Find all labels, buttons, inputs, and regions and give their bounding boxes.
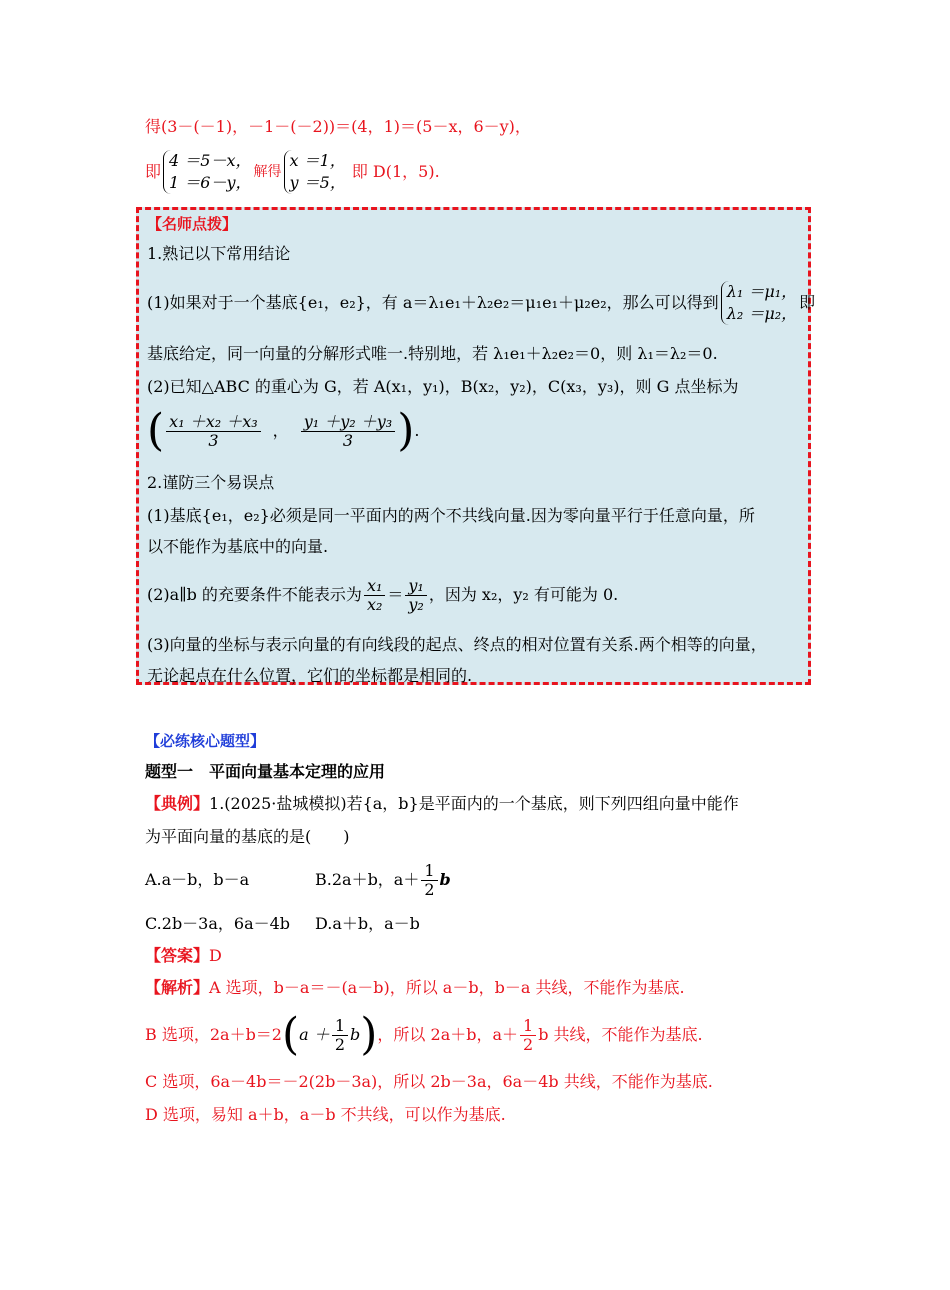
tip-point-1-1 bbox=[147, 274, 815, 332]
system-row: 1 ＝6－y， bbox=[169, 173, 252, 192]
system-row: x ＝1， bbox=[289, 151, 346, 170]
analysis-text: A 选项，b－a＝－(a－b)，所以 a－b，b－a 共线，不能作为基底. bbox=[209, 978, 685, 997]
option-c: C.2b－3a，6a－4b bbox=[145, 914, 291, 933]
fraction-numerator: y₁ bbox=[405, 577, 426, 596]
tip-text: (2)a∥b 的充要条件不能表示为 bbox=[147, 585, 362, 604]
tip-point-2: 2.谨防三个易误点 bbox=[147, 473, 275, 492]
lambda-mu-system bbox=[721, 281, 797, 325]
section-title: 题型一 平面向量基本定理的应用 bbox=[145, 762, 386, 781]
tip-text: (1)如果对于一个基底{e₁，e₂}，有 a＝λ₁e₁＋λ₂e₂＝μ₁e₁＋μ₂e₂，那么可以得到 bbox=[147, 293, 719, 312]
fraction-denominator: 3 bbox=[342, 430, 354, 450]
analysis-inner: a ＋ bbox=[299, 1025, 330, 1044]
system-row: y ＝5， bbox=[289, 173, 346, 192]
solution-line-2 bbox=[145, 148, 440, 196]
question-text: 1.(2025·盐城模拟)若{a，b}是平面内的一个基底，则下列四组向量中能作 bbox=[209, 794, 739, 813]
option-b: B.2a＋b，a＋ bbox=[315, 870, 420, 889]
fraction-denominator: 2 bbox=[334, 1034, 345, 1054]
system-row: λ₁ ＝μ₁， bbox=[726, 282, 798, 301]
analysis-line-c: C 选项，6a－4b＝－2(2b－3a)，所以 2b－3a，6a－4b 共线，不能作为基底. bbox=[145, 1072, 713, 1091]
analysis-text: ，所以 2a＋b，a＋ bbox=[377, 1025, 519, 1044]
equation-system-2 bbox=[284, 150, 346, 194]
system-row: λ₂ ＝μ₂， bbox=[726, 304, 798, 323]
analysis-text: B 选项，2a＋b＝2 bbox=[145, 1025, 282, 1044]
analysis-text: b 共线，不能作为基底. bbox=[538, 1025, 703, 1044]
answer-tag: 【答案】 bbox=[145, 946, 210, 965]
option-b-fraction bbox=[421, 862, 437, 899]
fraction-denominator: x₂ bbox=[366, 594, 383, 614]
fraction-numerator: x₁ ＋x₂ ＋x₃ bbox=[166, 413, 261, 432]
options-row-1 bbox=[145, 858, 451, 902]
answer-line bbox=[145, 945, 222, 967]
tip-point-1: 1.熟记以下常用结论 bbox=[147, 244, 291, 263]
tip-text: 即 bbox=[799, 293, 816, 312]
fraction-denominator: 3 bbox=[208, 430, 219, 450]
centroid-y-fraction bbox=[301, 413, 396, 450]
centroid-x-fraction bbox=[166, 413, 261, 450]
option-b-tail: b bbox=[439, 870, 451, 889]
analysis-inner: b bbox=[350, 1025, 361, 1044]
fraction-denominator: 2 bbox=[523, 1034, 534, 1054]
example-question-line-1 bbox=[145, 793, 739, 815]
tip-point-2-3-cont: 无论起点在什么位置，它们的坐标都是相同的. bbox=[147, 666, 473, 685]
tip-point-2-3: (3)向量的坐标与表示向量的有向线段的起点、终点的相对位置有关系.两个相等的向量， bbox=[147, 635, 767, 654]
tip-point-2-2: (2)a∥b 的充要条件不能表示为 $\frac{\text{x₁}}{\text{x₂}}$ ＝ $\frac{\text{y₁}}{\text{y₂}}$ ，因为 x₂，y₂ 有可能为 0. bbox=[147, 575, 619, 614]
analysis-tag: 【解析】 bbox=[145, 978, 210, 997]
analysis-line-a bbox=[145, 977, 685, 999]
equation-system-1 bbox=[163, 150, 252, 194]
fraction-numerator: x₁ bbox=[364, 577, 385, 596]
half-fraction bbox=[520, 1017, 536, 1054]
ji-label: 即 bbox=[145, 162, 162, 181]
options-row-2 bbox=[145, 913, 420, 935]
solution-line-1: 得(3－(－1)，－1－(－2))＝(4，1)＝(5－x，6－y)， bbox=[145, 117, 531, 136]
tip-point-2-1: (1)基底{e₁，e₂}必须是同一平面内的两个不共线向量.因为零向量平行于任意向量，所 bbox=[147, 506, 755, 525]
ratio-x-fraction bbox=[364, 577, 385, 614]
fraction-denominator: y₂ bbox=[408, 594, 424, 614]
right-paren: ) bbox=[360, 1009, 378, 1060]
half-fraction bbox=[332, 1017, 348, 1054]
option-a: A.a－b，b－a bbox=[145, 870, 250, 889]
system-row: 4 ＝5－x， bbox=[169, 151, 252, 170]
tip-header: 【名师点拨】 bbox=[147, 215, 238, 233]
result-text: 即 D(1，5). bbox=[351, 162, 440, 181]
jiede-label: 解得 bbox=[253, 164, 282, 180]
tip-point-2-1-cont: 以不能作为基底中的向量. bbox=[147, 537, 329, 556]
centroid-formula: ( $\frac{\text{x₁ ＋x₂ ＋x₃}}{3}$ ， $\frac{\text{y₁ ＋y₂ ＋y₃}}{3}$ ) . bbox=[147, 405, 420, 456]
section-label: 【必练核心题型】 bbox=[145, 732, 266, 750]
fraction-numerator: 1 bbox=[520, 1017, 536, 1036]
example-tag: 【典例】 bbox=[145, 794, 210, 813]
fraction-numerator: y₁ ＋y₂ ＋y₃ bbox=[301, 413, 396, 432]
tip-point-1-1-cont: 基底给定，同一向量的分解形式唯一.特别地，若 λ₁e₁＋λ₂e₂＝0，则 λ₁＝λ₂＝0. bbox=[147, 344, 718, 363]
left-paren: ( bbox=[147, 405, 165, 456]
example-question-line-2: 为平面向量的基底的是( ) bbox=[145, 827, 350, 846]
tip-box bbox=[136, 207, 816, 685]
tip-text: ，因为 x₂，y₂ 有可能为 0. bbox=[428, 585, 619, 604]
ratio-y-fraction bbox=[405, 577, 426, 614]
left-paren: ( bbox=[282, 1009, 300, 1060]
tip-point-1-2: (2)已知△ABC 的重心为 G，若 A(x₁，y₁)，B(x₂，y₂)，C(x₃，y₃)，则 G 点坐标为 bbox=[147, 377, 739, 396]
fraction-numerator: 1 bbox=[332, 1017, 348, 1036]
fraction-denominator: 2 bbox=[424, 879, 435, 899]
answer-value: D bbox=[209, 946, 222, 965]
analysis-line-b bbox=[145, 1010, 703, 1060]
fraction-numerator: 1 bbox=[421, 862, 437, 881]
option-d: D.a＋b，a－b bbox=[315, 914, 420, 933]
analysis-line-d: D 选项，易知 a＋b，a－b 不共线，可以作为基底. bbox=[145, 1105, 506, 1124]
right-paren: ) bbox=[397, 405, 415, 456]
